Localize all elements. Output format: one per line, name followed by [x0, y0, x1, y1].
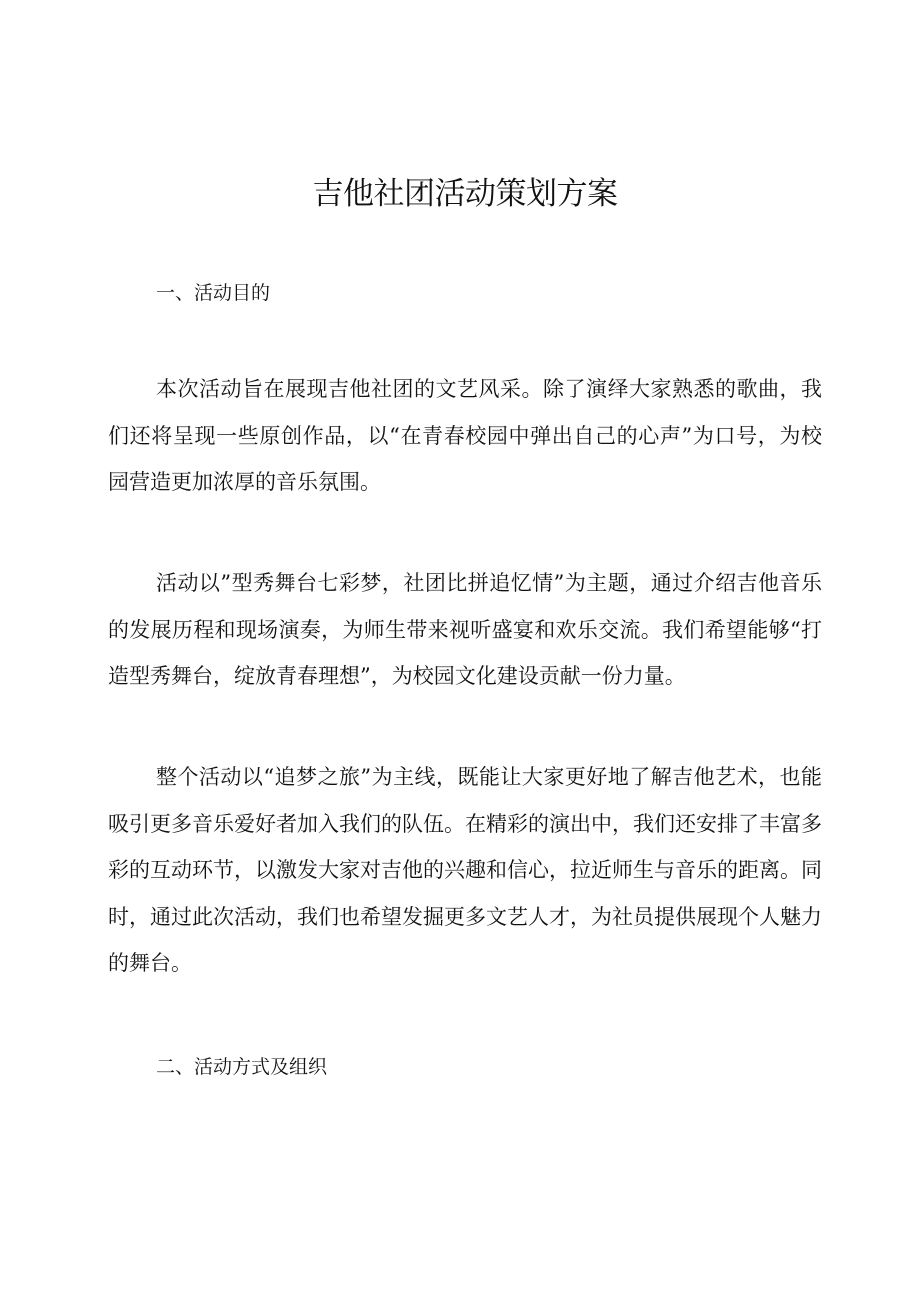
section-heading-purpose: 一、活动目的: [156, 282, 271, 304]
paragraph-mainline: 整个活动以“追梦之旅”为主线，既能让大家更好地了解吉他艺术，也能吸引更多音乐爱好者加入我们的队伍。在精彩的演出中，我们还安排了丰富多彩的互动环节，以激发大家对吉他的兴趣和信心，拉近师生与音乐的距离。同时，通过此次活动，我们也希望发掘更多文艺人才，为社员提供展现个人魅力的舞台。: [108, 765, 822, 975]
document-title: 吉他社团活动策划方案: [312, 176, 618, 212]
paragraph-theme: 活动以”型秀舞台七彩梦，社团比拼追忆情”为主题，通过介绍吉他音乐的发展历程和现场演奏，为师生带来视听盛宴和欢乐交流。我们希望能够“打造型秀舞台，绽放青春理想”，为校园文化建设贡献一份力量。: [108, 571, 822, 688]
paragraph-intro: 本次活动旨在展现吉他社团的文艺风采。除了演绎大家熟悉的歌曲，我们还将呈现一些原创作品，以“在青春校园中弹出自己的心声”为口号，为校园营造更加浓厚的音乐氛围。: [108, 377, 822, 494]
section-heading-organization: 二、活动方式及组织: [156, 1056, 328, 1078]
